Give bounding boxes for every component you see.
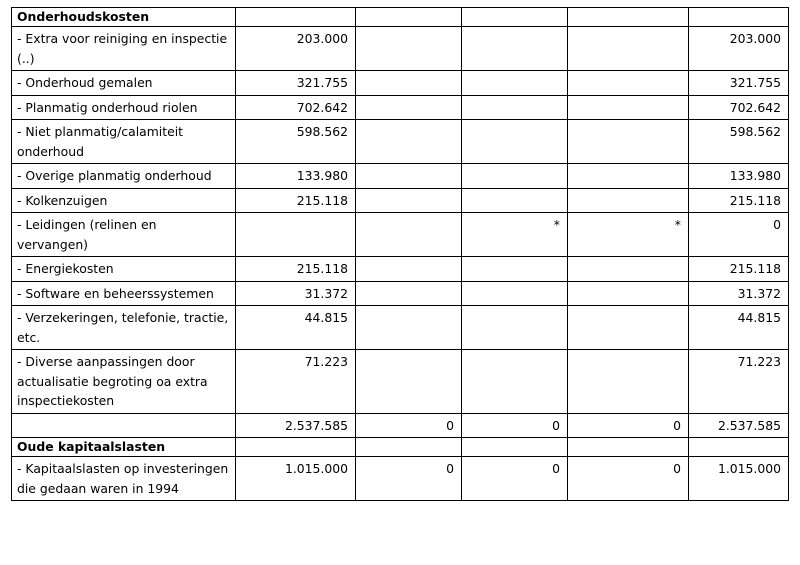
table-row bbox=[12, 413, 789, 438]
table-row bbox=[12, 306, 789, 350]
row-label: - Kolkenzuigen bbox=[12, 188, 236, 213]
table-row bbox=[12, 164, 789, 189]
row-label: - Energiekosten bbox=[12, 257, 236, 282]
value-cell: * bbox=[568, 213, 689, 257]
value-cell bbox=[462, 281, 568, 306]
value-cell: 0 bbox=[462, 457, 568, 501]
table-row bbox=[12, 281, 789, 306]
value-cell: 31.372 bbox=[689, 281, 789, 306]
cost-table bbox=[11, 7, 789, 501]
table-row bbox=[12, 27, 789, 71]
row-label: - Planmatig onderhoud riolen bbox=[12, 95, 236, 120]
value-cell: 215.118 bbox=[236, 257, 356, 282]
value-cell bbox=[568, 120, 689, 164]
row-label: - Overige planmatig onderhoud bbox=[12, 164, 236, 189]
empty-cell bbox=[689, 438, 789, 457]
value-cell bbox=[356, 257, 462, 282]
row-label: - Niet planmatig/calamiteit onderhoud bbox=[12, 120, 236, 164]
value-cell bbox=[462, 95, 568, 120]
value-cell: 133.980 bbox=[689, 164, 789, 189]
value-cell: 31.372 bbox=[236, 281, 356, 306]
value-cell: 321.755 bbox=[236, 71, 356, 96]
row-label: - Kapitaalslasten op investeringen die gedaan waren in 1994 bbox=[12, 457, 236, 501]
value-cell: 702.642 bbox=[689, 95, 789, 120]
value-cell: 215.118 bbox=[689, 188, 789, 213]
empty-cell bbox=[689, 8, 789, 27]
table-row bbox=[12, 457, 789, 501]
value-cell: 71.223 bbox=[236, 350, 356, 414]
row-label: - Verzekeringen, telefonie, tractie, etc. bbox=[12, 306, 236, 350]
value-cell: 598.562 bbox=[689, 120, 789, 164]
value-cell bbox=[568, 257, 689, 282]
value-cell: 215.118 bbox=[236, 188, 356, 213]
value-cell bbox=[356, 306, 462, 350]
value-cell: 203.000 bbox=[236, 27, 356, 71]
value-cell: 2.537.585 bbox=[236, 413, 356, 438]
section-title: Onderhoudskosten bbox=[12, 8, 236, 27]
value-cell bbox=[462, 164, 568, 189]
value-cell bbox=[356, 350, 462, 414]
value-cell: 0 bbox=[356, 457, 462, 501]
value-cell bbox=[356, 27, 462, 71]
empty-cell bbox=[462, 8, 568, 27]
value-cell: * bbox=[462, 213, 568, 257]
value-cell: 203.000 bbox=[689, 27, 789, 71]
value-cell bbox=[356, 71, 462, 96]
empty-cell bbox=[568, 8, 689, 27]
value-cell bbox=[462, 306, 568, 350]
table-row bbox=[12, 95, 789, 120]
value-cell: 0 bbox=[462, 413, 568, 438]
empty-cell bbox=[236, 8, 356, 27]
value-cell: 0 bbox=[356, 413, 462, 438]
value-cell: 702.642 bbox=[236, 95, 356, 120]
value-cell: 2.537.585 bbox=[689, 413, 789, 438]
table-row bbox=[12, 188, 789, 213]
value-cell bbox=[356, 188, 462, 213]
row-label: - Leidingen (relinen en vervangen) bbox=[12, 213, 236, 257]
section-header-row bbox=[12, 438, 789, 457]
section-title: Oude kapitaalslasten bbox=[12, 438, 236, 457]
value-cell: 0 bbox=[689, 213, 789, 257]
value-cell bbox=[462, 120, 568, 164]
value-cell bbox=[462, 257, 568, 282]
value-cell: 44.815 bbox=[689, 306, 789, 350]
value-cell bbox=[568, 164, 689, 189]
value-cell: 321.755 bbox=[689, 71, 789, 96]
value-cell: 1.015.000 bbox=[236, 457, 356, 501]
table-row bbox=[12, 257, 789, 282]
row-label: - Extra voor reiniging en inspectie (..) bbox=[12, 27, 236, 71]
value-cell bbox=[356, 95, 462, 120]
value-cell: 215.118 bbox=[689, 257, 789, 282]
value-cell: 0 bbox=[568, 413, 689, 438]
value-cell bbox=[462, 71, 568, 96]
value-cell: 598.562 bbox=[236, 120, 356, 164]
row-label: - Onderhoud gemalen bbox=[12, 71, 236, 96]
value-cell bbox=[568, 95, 689, 120]
value-cell bbox=[356, 281, 462, 306]
value-cell bbox=[568, 281, 689, 306]
value-cell bbox=[568, 350, 689, 414]
row-label: - Diverse aanpassingen door actualisatie begroting oa extra inspectiekosten bbox=[12, 350, 236, 414]
table-row bbox=[12, 213, 789, 257]
row-label: - Software en beheerssystemen bbox=[12, 281, 236, 306]
empty-cell bbox=[462, 438, 568, 457]
section-header-row bbox=[12, 8, 789, 27]
empty-cell bbox=[356, 8, 462, 27]
value-cell bbox=[356, 213, 462, 257]
value-cell bbox=[462, 350, 568, 414]
value-cell bbox=[356, 164, 462, 189]
value-cell bbox=[356, 120, 462, 164]
value-cell: 71.223 bbox=[689, 350, 789, 414]
value-cell bbox=[462, 27, 568, 71]
value-cell bbox=[568, 71, 689, 96]
value-cell bbox=[462, 188, 568, 213]
value-cell bbox=[568, 27, 689, 71]
cost-table-body bbox=[12, 8, 789, 501]
table-row bbox=[12, 120, 789, 164]
row-label bbox=[12, 413, 236, 438]
value-cell bbox=[568, 188, 689, 213]
empty-cell bbox=[568, 438, 689, 457]
value-cell: 133.980 bbox=[236, 164, 356, 189]
value-cell bbox=[236, 213, 356, 257]
value-cell: 1.015.000 bbox=[689, 457, 789, 501]
table-row bbox=[12, 350, 789, 414]
empty-cell bbox=[356, 438, 462, 457]
table-row bbox=[12, 71, 789, 96]
empty-cell bbox=[236, 438, 356, 457]
value-cell bbox=[568, 306, 689, 350]
value-cell: 0 bbox=[568, 457, 689, 501]
value-cell: 44.815 bbox=[236, 306, 356, 350]
